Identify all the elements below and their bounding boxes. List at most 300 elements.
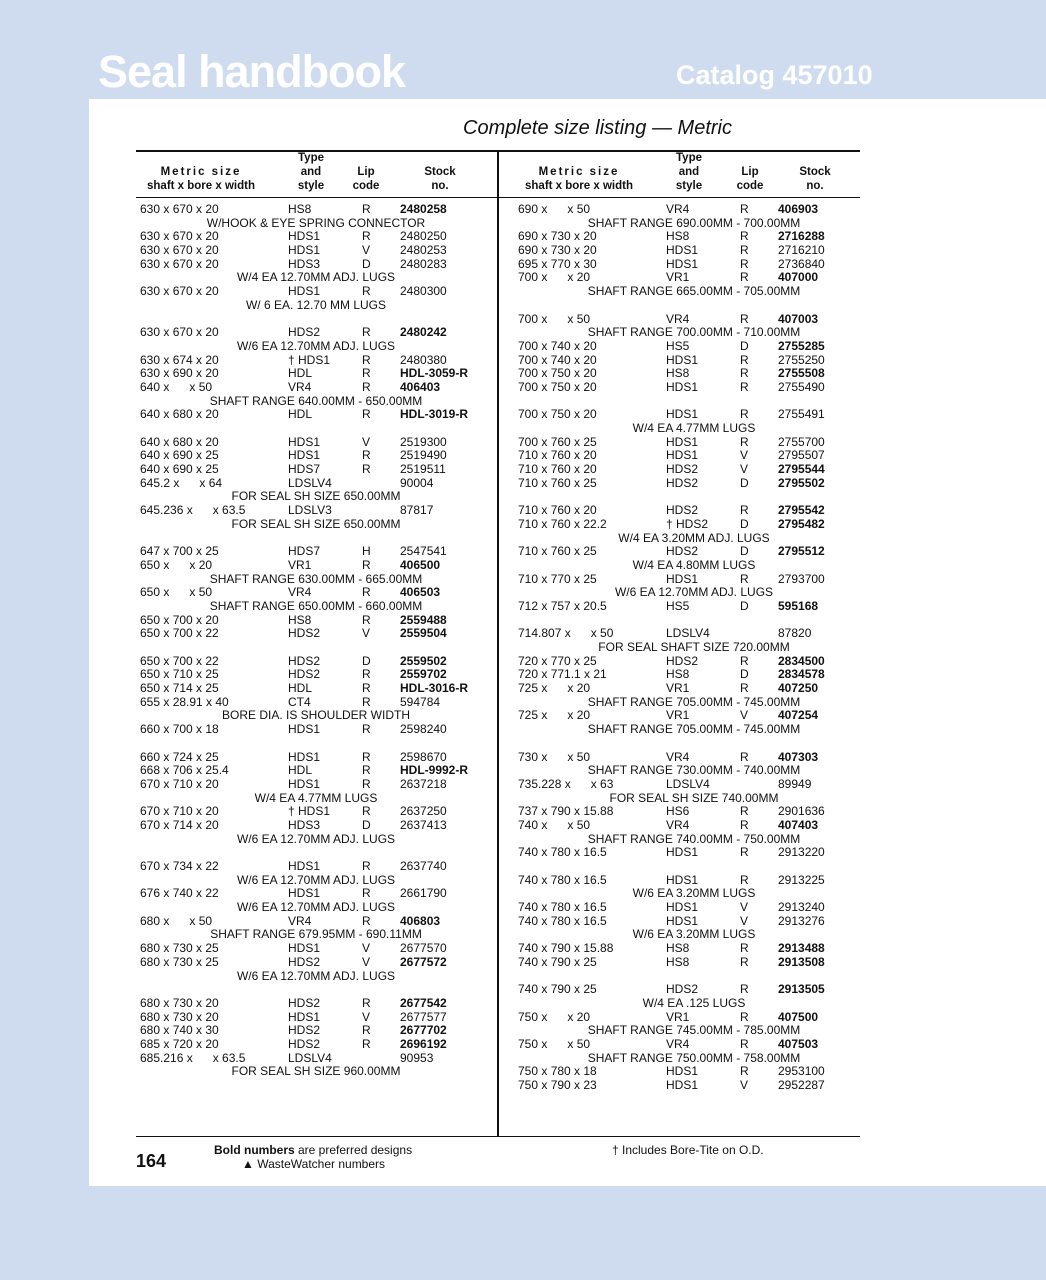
type-cell: LDSLV4 xyxy=(288,475,332,490)
size-cell: 735.228 x x 63 xyxy=(518,776,614,791)
size-cell: 700 x 750 x 20 xyxy=(518,366,597,381)
stock-cell: 2793700 xyxy=(778,571,825,586)
header-lip xyxy=(348,165,384,193)
type-cell: HDS2 xyxy=(288,667,321,682)
note-row xyxy=(514,641,874,655)
type-cell: HS6 xyxy=(666,804,690,819)
note-row xyxy=(514,422,874,436)
note-text: FOR SEAL SH SIZE 960.00MM xyxy=(231,1064,401,1079)
note-row xyxy=(514,285,874,299)
type-cell: LDSLV3 xyxy=(288,503,332,518)
lip-cell: R xyxy=(740,804,749,819)
lip-cell: R xyxy=(362,913,371,928)
size-cell: 740 x 780 x 16.5 xyxy=(518,872,607,887)
size-cell: 710 x 760 x 20 xyxy=(518,462,597,477)
stock-cell: 2519511 xyxy=(400,462,446,477)
note-text: FOR SEAL SHAFT SIZE 720.00MM xyxy=(598,640,790,654)
type-cell: HDS2 xyxy=(288,1023,321,1038)
size-cell: 660 x 700 x 18 xyxy=(140,722,219,737)
size-cell: 720 x 770 x 25 xyxy=(518,653,597,668)
size-cell: 750 x x 50 xyxy=(518,1036,591,1051)
header-stock xyxy=(410,165,470,193)
note-row xyxy=(136,299,496,313)
lip-cell: V xyxy=(740,1078,749,1092)
type-cell: HDS1 xyxy=(666,434,699,449)
size-cell: 650 x 714 x 25 xyxy=(140,681,219,696)
header-metric-size-label: Metric size xyxy=(538,166,620,178)
type-cell: HDS2 xyxy=(288,995,321,1010)
lip-cell: D xyxy=(740,544,749,559)
type-cell: HDS2 xyxy=(666,982,699,997)
header-stock-l2: no. xyxy=(431,180,449,192)
table-row xyxy=(514,449,874,463)
type-cell: VR4 xyxy=(288,913,312,928)
stock-cell: 2559504 xyxy=(400,626,447,641)
size-cell: 680 x 730 x 20 xyxy=(140,995,219,1010)
blank-row xyxy=(514,737,874,751)
size-cell: 740 x 780 x 16.5 xyxy=(518,913,607,928)
stock-cell: 2755285 xyxy=(778,338,825,353)
type-cell: HDS1 xyxy=(666,407,699,422)
table-row xyxy=(136,887,496,901)
type-cell: HDL xyxy=(288,681,313,696)
size-cell: 700 x 740 x 20 xyxy=(518,352,597,367)
note-text: W/4 EA 4.80MM LUGS xyxy=(632,557,756,572)
lip-cell: R xyxy=(740,571,749,586)
size-cell: 740 x 790 x 25 xyxy=(518,982,597,997)
blank-row xyxy=(514,860,874,874)
stock-cell: 407250 xyxy=(778,681,819,696)
note-text: SHAFT RANGE 640.00MM - 650.00MM xyxy=(209,393,423,408)
note-text: W/ 6 EA. 12.70 MM LUGS xyxy=(245,297,387,312)
type-cell: HDS1 xyxy=(288,434,321,449)
stock-cell: 406500 xyxy=(400,557,441,572)
note-text: FOR SEAL SH SIZE 740.00MM xyxy=(609,790,779,805)
note-text: W/6 EA 12.70MM ADJ. LUGS xyxy=(236,338,396,353)
table-row xyxy=(136,819,496,833)
lip-cell: R xyxy=(740,202,749,216)
lip-cell: R xyxy=(362,1036,371,1051)
header-lip-l2: code xyxy=(352,180,380,192)
note-row xyxy=(136,217,496,231)
size-cell: 712 x 757 x 20.5 xyxy=(518,598,607,613)
type-cell: VR1 xyxy=(288,557,312,572)
type-cell: HDS1 xyxy=(666,448,699,463)
note-row xyxy=(514,586,874,600)
table-row xyxy=(514,313,874,327)
table-row xyxy=(514,354,874,368)
stock-cell: 2480253 xyxy=(400,243,447,258)
table-row xyxy=(136,764,496,778)
lip-cell: R xyxy=(362,776,371,791)
size-cell: 668 x 706 x 25.4 xyxy=(140,763,229,778)
note-text: W/4 EA 12.70MM ADJ. LUGS xyxy=(236,270,396,285)
type-cell: HDS1 xyxy=(288,1009,321,1024)
table-row xyxy=(514,408,874,422)
size-cell: 750 x 780 x 18 xyxy=(518,1064,597,1079)
note-text: W/4 EA .125 LUGS xyxy=(642,995,746,1010)
stock-cell: 2559702 xyxy=(400,667,447,682)
size-cell: 750 x x 20 xyxy=(518,1009,591,1024)
table-row xyxy=(514,627,874,641)
type-cell: HDS1 xyxy=(666,900,699,915)
size-cell: 680 x 730 x 20 xyxy=(140,1009,219,1024)
type-cell: HDS1 xyxy=(666,872,699,887)
size-cell: 737 x 790 x 15.88 xyxy=(518,804,614,819)
note-row xyxy=(136,573,496,587)
stock-cell: 2795512 xyxy=(778,544,825,559)
table-row xyxy=(136,326,496,340)
lip-cell: R xyxy=(740,941,749,956)
type-cell: HDS2 xyxy=(666,462,699,477)
note-row xyxy=(136,970,496,984)
lip-cell: R xyxy=(362,694,371,709)
page-sheet xyxy=(89,99,1046,1186)
lip-cell: R xyxy=(362,448,371,463)
type-cell: † HDS1 xyxy=(288,804,331,819)
lip-cell: R xyxy=(740,653,749,668)
stock-cell: 2480250 xyxy=(400,229,447,244)
type-cell: HDS2 xyxy=(666,475,699,490)
note-text: BORE DIA. IS SHOULDER WIDTH xyxy=(221,708,411,723)
lip-cell: V xyxy=(740,462,749,477)
lip-cell: V xyxy=(362,1009,371,1024)
lip-cell: V xyxy=(362,434,371,449)
note-row xyxy=(514,792,874,806)
stock-cell: 89949 xyxy=(778,776,812,791)
lip-cell: R xyxy=(362,612,371,627)
lip-cell: R xyxy=(362,585,371,600)
table-row xyxy=(514,751,874,765)
size-cell: 676 x 740 x 22 xyxy=(140,886,219,901)
stock-cell: 2755700 xyxy=(778,434,825,449)
stock-cell: 2795542 xyxy=(778,503,825,518)
table-row xyxy=(136,203,496,217)
stock-cell: 2559502 xyxy=(400,653,447,668)
table-row xyxy=(136,778,496,792)
stock-cell: 2480242 xyxy=(400,325,447,340)
table-row xyxy=(136,586,496,600)
blank-row xyxy=(514,970,874,984)
size-cell: 720 x 771.1 x 21 xyxy=(518,667,607,682)
stock-cell: 407003 xyxy=(778,311,819,326)
table-row xyxy=(514,258,874,272)
stock-cell: 406403 xyxy=(400,379,441,394)
note-row xyxy=(514,326,874,340)
size-cell: 740 x 780 x 16.5 xyxy=(518,845,607,860)
type-cell: HDS1 xyxy=(666,913,699,928)
type-cell: LDSLV4 xyxy=(666,626,710,641)
note-text: SHAFT RANGE 740.00MM - 750.00MM xyxy=(587,831,801,846)
footnote-wastewatcher: ▲ WasteWatcher numbers xyxy=(242,1157,386,1171)
size-cell: 690 x 730 x 20 xyxy=(518,243,597,258)
footnote-bold xyxy=(214,1143,412,1157)
size-cell: 630 x 670 x 20 xyxy=(140,325,219,340)
stock-cell: 2834500 xyxy=(778,653,825,668)
left-listing-column xyxy=(136,203,496,1079)
lip-cell: R xyxy=(362,749,371,764)
table-row xyxy=(514,915,874,929)
header-lip-l1: Lip xyxy=(357,166,375,178)
note-row xyxy=(514,928,874,942)
size-cell: 670 x 710 x 20 xyxy=(140,776,219,791)
size-cell: 630 x 670 x 20 xyxy=(140,243,219,258)
stock-cell: 2901636 xyxy=(778,804,825,819)
note-text: SHAFT RANGE 745.00MM - 785.00MM xyxy=(587,1023,801,1038)
lip-cell: R xyxy=(740,982,749,997)
lip-cell: R xyxy=(740,817,749,832)
table-row xyxy=(514,1038,874,1052)
table-row xyxy=(136,258,496,272)
type-cell: HDS7 xyxy=(288,462,321,477)
stock-cell: 2480258 xyxy=(400,202,447,216)
header-type xyxy=(286,151,336,193)
note-text: SHAFT RANGE 700.00MM - 710.00MM xyxy=(587,325,801,340)
lip-cell: R xyxy=(362,325,371,340)
lip-cell: R xyxy=(740,681,749,696)
header-type xyxy=(664,151,714,193)
stock-cell: HDL-3019-R xyxy=(400,407,469,422)
type-cell: HDS2 xyxy=(288,1036,321,1051)
type-cell: HDS3 xyxy=(288,817,321,832)
size-cell: 740 x 790 x 15.88 xyxy=(518,941,614,956)
note-text: W/6 EA 3.20MM LUGS xyxy=(632,927,756,942)
size-cell: 700 x x 20 xyxy=(518,270,591,285)
blank-row xyxy=(136,983,496,997)
lip-cell: V xyxy=(362,626,371,641)
note-row xyxy=(136,874,496,888)
header-metric-size xyxy=(514,165,644,193)
note-text: SHAFT RANGE 665.00MM - 705.00MM xyxy=(587,284,801,299)
type-cell: HS8 xyxy=(666,941,690,956)
lip-cell: R xyxy=(362,284,371,299)
stock-cell: 2480283 xyxy=(400,256,447,271)
stock-cell: 90004 xyxy=(400,475,434,490)
stock-cell: 2637218 xyxy=(400,776,447,791)
lip-cell: V xyxy=(740,900,749,915)
stock-cell: 2834578 xyxy=(778,667,825,682)
lip-cell: R xyxy=(740,1036,749,1051)
note-row xyxy=(136,928,496,942)
stock-cell: 2755508 xyxy=(778,366,825,381)
type-cell: HDS1 xyxy=(288,776,321,791)
size-cell: 660 x 724 x 25 xyxy=(140,749,219,764)
type-cell: HDS1 xyxy=(666,352,699,367)
size-cell: 710 x 760 x 20 xyxy=(518,448,597,463)
stock-cell: 407500 xyxy=(778,1009,819,1024)
size-cell: 750 x 790 x 23 xyxy=(518,1078,597,1092)
type-cell: HDS1 xyxy=(288,722,321,737)
stock-cell: 2637740 xyxy=(400,859,447,873)
lip-cell: R xyxy=(362,407,371,422)
size-cell: 690 x 730 x 20 xyxy=(518,229,597,244)
lip-cell: D xyxy=(740,598,749,613)
table-row xyxy=(514,545,874,559)
table-row xyxy=(514,573,874,587)
header-lip-l1: Lip xyxy=(741,166,759,178)
table-row xyxy=(514,901,874,915)
lip-cell: D xyxy=(740,475,749,490)
type-cell: HDS2 xyxy=(666,503,699,518)
lip-cell: R xyxy=(362,722,371,737)
footnote-boretite: † Includes Bore-Tite on O.D. xyxy=(612,1143,764,1157)
blank-row xyxy=(514,614,874,628)
lip-cell: R xyxy=(740,366,749,381)
stock-cell: HDL-3059-R xyxy=(400,366,469,381)
lip-cell: R xyxy=(362,462,371,477)
size-cell: 710 x 760 x 20 xyxy=(518,503,597,518)
stock-cell: HDL-9992-R xyxy=(400,763,469,778)
size-cell: 645.236 x x 63.5 xyxy=(140,503,246,518)
header-type-l1: Type xyxy=(676,152,702,164)
type-cell: HS8 xyxy=(666,667,690,682)
header-type-l3: style xyxy=(675,180,703,192)
note-text: FOR SEAL SH SIZE 650.00MM xyxy=(231,516,401,531)
type-cell: HDL xyxy=(288,407,313,422)
lip-cell: R xyxy=(740,1009,749,1024)
size-cell: 695 x 770 x 30 xyxy=(518,256,597,271)
table-row xyxy=(136,477,496,491)
header-stock-l1: Stock xyxy=(799,166,831,178)
lip-cell: R xyxy=(740,270,749,285)
stock-cell: 2913240 xyxy=(778,900,825,915)
type-cell: HDS1 xyxy=(666,571,699,586)
stock-cell: 2913220 xyxy=(778,845,825,860)
stock-cell: 406903 xyxy=(778,202,819,216)
table-row xyxy=(136,860,496,874)
type-cell: HDS2 xyxy=(666,653,699,668)
table-row xyxy=(136,942,496,956)
footnote-bold-label: Bold numbers xyxy=(214,1143,295,1157)
table-row xyxy=(136,1011,496,1025)
size-cell: 710 x 760 x 25 xyxy=(518,475,597,490)
table-row xyxy=(514,244,874,258)
header-type-l2: and xyxy=(300,166,322,178)
size-cell: 650 x 700 x 22 xyxy=(140,626,219,641)
type-cell: CT4 xyxy=(288,694,311,709)
table-row xyxy=(136,1024,496,1038)
stock-cell: 2637413 xyxy=(400,817,447,832)
size-cell: 640 x x 50 xyxy=(140,379,213,394)
size-cell: 630 x 674 x 20 xyxy=(140,352,219,367)
table-row xyxy=(136,436,496,450)
blank-row xyxy=(136,846,496,860)
type-cell: HDS1 xyxy=(288,749,321,764)
size-cell: 740 x 780 x 16.5 xyxy=(518,900,607,915)
lip-cell: R xyxy=(740,434,749,449)
table-row xyxy=(514,381,874,395)
note-row xyxy=(136,340,496,354)
size-cell: 700 x 750 x 20 xyxy=(518,379,597,394)
stock-cell: 2696192 xyxy=(400,1036,447,1051)
stock-cell: 2913505 xyxy=(778,982,825,997)
type-cell: HDS1 xyxy=(666,243,699,258)
lip-cell: R xyxy=(362,995,371,1010)
stock-cell: 406803 xyxy=(400,913,441,928)
table-row xyxy=(136,682,496,696)
size-cell: 690 x x 50 xyxy=(518,202,591,216)
size-cell: 650 x x 20 xyxy=(140,557,213,572)
lip-cell: V xyxy=(362,954,371,969)
table-row xyxy=(514,1065,874,1079)
stock-cell: 2913225 xyxy=(778,872,825,887)
blank-row xyxy=(136,532,496,546)
note-text: SHAFT RANGE 650.00MM - 660.00MM xyxy=(209,598,423,613)
size-cell: 710 x 760 x 25 xyxy=(518,544,597,559)
stock-cell: 2913488 xyxy=(778,941,825,956)
note-text: W/4 EA 4.77MM LUGS xyxy=(632,421,756,435)
table-row xyxy=(136,956,496,970)
table-row xyxy=(136,559,496,573)
type-cell: † HDS1 xyxy=(288,352,331,367)
type-cell: HDS1 xyxy=(666,1064,699,1079)
table-row xyxy=(514,709,874,723)
size-cell: 670 x 710 x 20 xyxy=(140,804,219,819)
table-row xyxy=(514,504,874,518)
note-row xyxy=(514,696,874,710)
stock-cell: 2795502 xyxy=(778,475,825,490)
blank-row xyxy=(514,395,874,409)
note-row xyxy=(136,792,496,806)
stock-cell: 2716288 xyxy=(778,229,825,244)
size-cell: 640 x 690 x 25 xyxy=(140,462,219,477)
stock-cell: 2677577 xyxy=(400,1009,447,1024)
note-text: SHAFT RANGE 705.00MM - 745.00MM xyxy=(587,694,801,709)
type-cell: VR4 xyxy=(288,379,312,394)
note-text: SHAFT RANGE 679.95MM - 690.11MM xyxy=(210,927,422,942)
table-row xyxy=(514,655,874,669)
type-cell: HDS1 xyxy=(666,379,699,394)
table-row xyxy=(514,203,874,217)
type-cell: VR1 xyxy=(666,681,690,696)
table-row xyxy=(136,1038,496,1052)
page-heading: Complete size listing — Metric xyxy=(463,117,732,139)
type-cell: HS5 xyxy=(666,598,690,613)
table-row xyxy=(136,805,496,819)
lip-cell: V xyxy=(362,941,371,956)
table-row xyxy=(514,436,874,450)
table-row xyxy=(136,668,496,682)
type-cell: HDS1 xyxy=(288,941,321,956)
size-cell: 700 x 760 x 25 xyxy=(518,434,597,449)
note-text: SHAFT RANGE 750.00MM - 758.00MM xyxy=(587,1050,801,1065)
size-cell: 650 x x 50 xyxy=(140,585,213,600)
lip-cell: R xyxy=(740,954,749,969)
type-cell: HS8 xyxy=(666,366,690,381)
table-row xyxy=(136,1052,496,1066)
page-number: 164 xyxy=(136,1151,167,1171)
table-row xyxy=(136,504,496,518)
lip-cell: D xyxy=(740,667,749,682)
stock-cell: 2755490 xyxy=(778,379,825,394)
stock-cell: 2736840 xyxy=(778,256,825,271)
type-cell: † HDS2 xyxy=(666,516,709,531)
stock-cell: 2519300 xyxy=(400,434,447,449)
size-cell: 630 x 670 x 20 xyxy=(140,229,219,244)
stock-cell: 2952287 xyxy=(778,1078,825,1092)
lip-cell: R xyxy=(740,243,749,258)
footnote-bold-text: are preferred designs xyxy=(294,1143,413,1157)
lip-cell: R xyxy=(362,1023,371,1038)
type-cell: HDS2 xyxy=(288,626,321,641)
lip-cell: R xyxy=(740,352,749,367)
lip-cell: D xyxy=(740,338,749,353)
type-cell: HDL xyxy=(288,763,313,778)
lip-cell: R xyxy=(740,407,749,422)
lip-cell: R xyxy=(362,886,371,901)
size-cell: 670 x 734 x 22 xyxy=(140,859,219,873)
stock-cell: 2547541 xyxy=(400,544,447,559)
